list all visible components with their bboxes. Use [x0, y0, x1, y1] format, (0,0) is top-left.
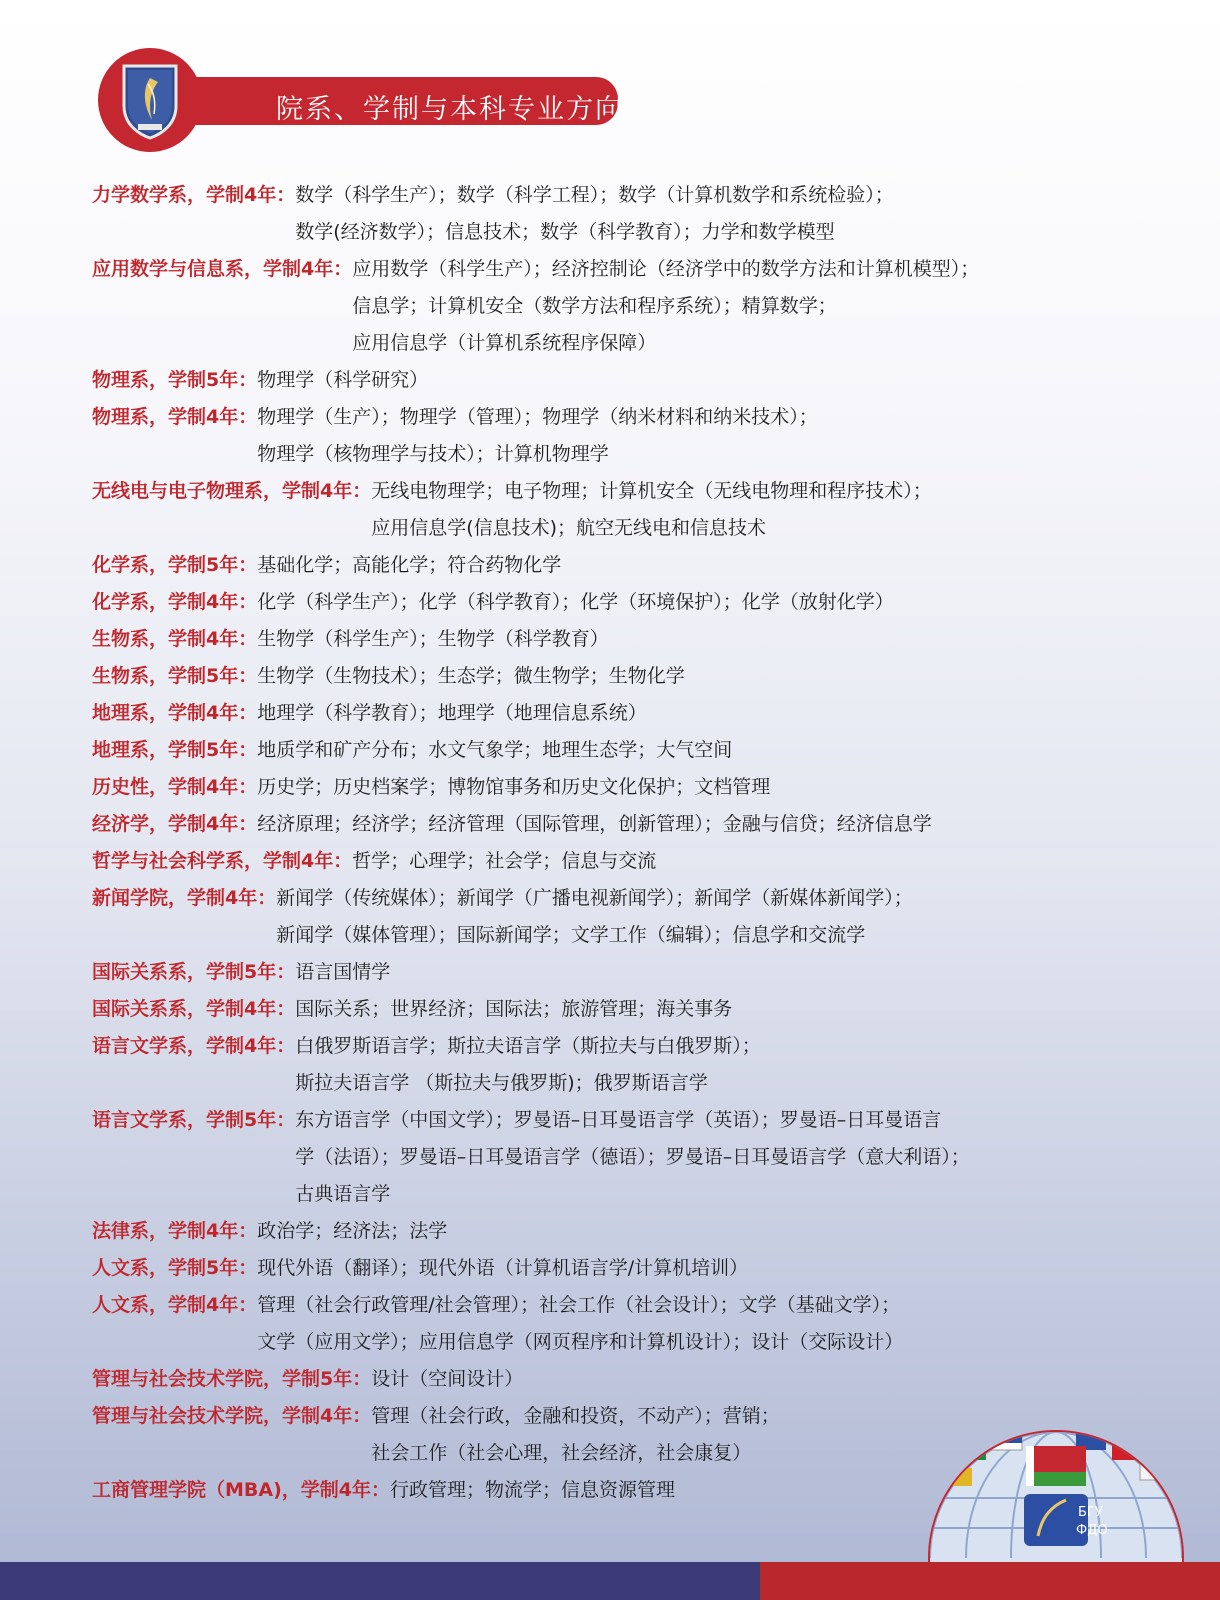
major-line: 经济原理；经济学；经济管理（国际管理，创新管理）；金融与信贷；经济信息学 [257, 813, 932, 835]
department-label: 语言文学系，学制5年： [92, 1109, 296, 1131]
department-label: 新闻学院，学制4年： [92, 887, 277, 909]
department-entry-geography-5y [92, 732, 1122, 769]
department-label: 法律系，学制4年： [92, 1220, 258, 1242]
department-label: 化学系，学制5年： [92, 554, 258, 576]
department-entry-mechanics-math-4y [92, 177, 1122, 251]
emblem-badge [98, 48, 202, 152]
major-line: 无线电物理学；电子物理；计算机安全（无线电物理和程序技术）； [371, 480, 932, 502]
bsu-foreign-education-logo [926, 1418, 1186, 1568]
major-line: 数学（科学生产）；数学（科学工程）；数学（计算机数学和系统检验）； [295, 184, 894, 206]
major-line: 文学（应用文学）；应用信息学（网页程序和计算机设计）；设计（交际设计） [257, 1331, 904, 1353]
major-line: 应用信息学（计算机系统程序保障） [352, 332, 657, 354]
department-label: 生物系，学制5年： [92, 665, 258, 687]
university-emblem-icon [118, 62, 182, 140]
major-line: 数学(经济数学）；信息技术；数学（科学教育）；力学和数学模型 [295, 221, 835, 243]
department-label: 历史性，学制4年： [92, 776, 258, 798]
major-line: 地理学（科学教育）；地理学（地理信息系统） [257, 702, 647, 724]
section-header [98, 48, 624, 152]
department-label: 无线电与电子物理系，学制4年： [92, 480, 372, 502]
footer-bar-blue [0, 1562, 760, 1600]
department-entry-humanities-4y [92, 1287, 1122, 1361]
department-label: 地理系，学制4年： [92, 702, 258, 724]
major-line: 应用信息学(信息技术)；航空无线电和信息技术 [371, 517, 767, 539]
department-entry-radiophysics-4y [92, 473, 1122, 547]
department-entry-physics-4y [92, 399, 1122, 473]
major-line: 设计（空间设计） [371, 1368, 524, 1390]
major-line: 语言国情学 [295, 961, 391, 983]
major-line: 新闻学（媒体管理）；国际新闻学；文学工作（编辑）；信息学和交流学 [276, 924, 866, 946]
departments-list [92, 177, 1122, 1509]
department-entry-chemistry-4y [92, 584, 1122, 621]
footer-bar-red [760, 1562, 1220, 1600]
department-entry-biology-5y [92, 658, 1122, 695]
department-label: 工商管理学院（MBA)，学制4年： [92, 1479, 390, 1501]
header-title-bar [158, 77, 624, 125]
major-line: 历史学；历史档案学；博物馆事务和历史文化保护；文档管理 [257, 776, 771, 798]
major-line: 生物学（生物技术）；生态学；微生物学；生物化学 [257, 665, 685, 687]
department-entry-law-4y [92, 1213, 1122, 1250]
department-label: 语言文学系，学制4年： [92, 1035, 296, 1057]
department-label: 人文系，学制4年： [92, 1294, 258, 1316]
department-entry-physics-5y [92, 362, 1122, 399]
department-label: 管理与社会技术学院，学制5年： [92, 1368, 372, 1390]
major-line: 管理（社会行政，金融和投资，不动产）；营销； [371, 1405, 780, 1427]
department-label: 人文系，学制5年： [92, 1257, 258, 1279]
department-label: 物理系，学制4年： [92, 406, 258, 428]
major-line: 化学（科学生产）；化学（科学教育）；化学（环境保护）；化学（放射化学） [257, 591, 894, 613]
department-entry-philology-5y [92, 1102, 1122, 1213]
major-line: 哲学；心理学；社会学；信息与交流 [352, 850, 657, 872]
department-label: 经济学，学制4年： [92, 813, 258, 835]
department-entry-philology-4y [92, 1028, 1122, 1102]
department-label: 地理系，学制5年： [92, 739, 258, 761]
major-line: 物理学（生产）；物理学（管理）；物理学（纳米材料和纳米技术）； [257, 406, 818, 428]
major-line: 应用数学（科学生产）；经济控制论（经济学中的数学方法和计算机模型）； [352, 258, 980, 280]
department-entry-geography-4y [92, 695, 1122, 732]
department-entry-humanities-5y [92, 1250, 1122, 1287]
department-entry-chemistry-5y [92, 547, 1122, 584]
major-line: 斯拉夫语言学 （斯拉夫与俄罗斯)；俄罗斯语言学 [295, 1072, 708, 1094]
department-entry-management-5y [92, 1361, 1122, 1398]
logo-text-fdo: ФДО [1076, 1523, 1108, 1538]
major-line: 信息学；计算机安全（数学方法和程序系统）；精算数学； [352, 295, 837, 317]
major-line: 社会工作（社会心理，社会经济，社会康复） [371, 1442, 752, 1464]
major-line: 白俄罗斯语言学；斯拉夫语言学（斯拉夫与白俄罗斯）； [295, 1035, 761, 1057]
major-line: 生物学（科学生产）；生物学（科学教育） [257, 628, 609, 650]
department-entry-history-4y [92, 769, 1122, 806]
department-label: 哲学与社会科学系，学制4年： [92, 850, 353, 872]
logo-text-bgu: БГУ [1078, 1505, 1103, 1520]
major-line: 国际关系；世界经济；国际法；旅游管理；海关事务 [295, 998, 733, 1020]
major-line: 东方语言学（中国文学）；罗曼语–日耳曼语言学（英语）；罗曼语–日耳曼语言 [295, 1109, 942, 1131]
page-title: 院系、学制与本科专业方向 [276, 94, 624, 125]
major-line: 管理（社会行政管理/社会管理）；社会工作（社会设计）；文学（基础文学）； [257, 1294, 901, 1316]
department-entry-intl-relations-4y [92, 991, 1122, 1028]
department-label: 国际关系系，学制5年： [92, 961, 296, 983]
department-entry-biology-4y [92, 621, 1122, 658]
department-entry-applied-math-4y [92, 251, 1122, 362]
department-entry-journalism-4y [92, 880, 1122, 954]
major-line: 古典语言学 [295, 1183, 391, 1205]
department-label: 国际关系系，学制4年： [92, 998, 296, 1020]
major-line: 新闻学（传统媒体）；新闻学（广播电视新闻学）；新闻学（新媒体新闻学）； [276, 887, 913, 909]
department-label: 生物系，学制4年： [92, 628, 258, 650]
major-line: 物理学（科学研究） [257, 369, 429, 391]
major-line: 学（法语）；罗曼语–日耳曼语言学（德语）；罗曼语–日耳曼语言学（意大利语）； [295, 1146, 970, 1168]
major-line: 基础化学；高能化学；符合药物化学 [257, 554, 562, 576]
department-entry-intl-relations-5y [92, 954, 1122, 991]
department-label: 物理系，学制5年： [92, 369, 258, 391]
major-line: 行政管理；物流学；信息资源管理 [390, 1479, 676, 1501]
major-line: 政治学；经济法；法学 [257, 1220, 448, 1242]
major-line: 地质学和矿产分布；水文气象学；地理生态学；大气空间 [257, 739, 733, 761]
department-entry-philosophy-4y [92, 843, 1122, 880]
major-line: 物理学（核物理学与技术）；计算机物理学 [257, 443, 609, 465]
department-entry-economics-4y [92, 806, 1122, 843]
department-label: 应用数学与信息系，学制4年： [92, 258, 353, 280]
major-line: 现代外语（翻译）；现代外语（计算机语言学/计算机培训） [257, 1257, 749, 1279]
department-label: 管理与社会技术学院，学制4年： [92, 1405, 372, 1427]
department-label: 力学数学系，学制4年： [92, 184, 296, 206]
department-label: 化学系，学制4年： [92, 591, 258, 613]
